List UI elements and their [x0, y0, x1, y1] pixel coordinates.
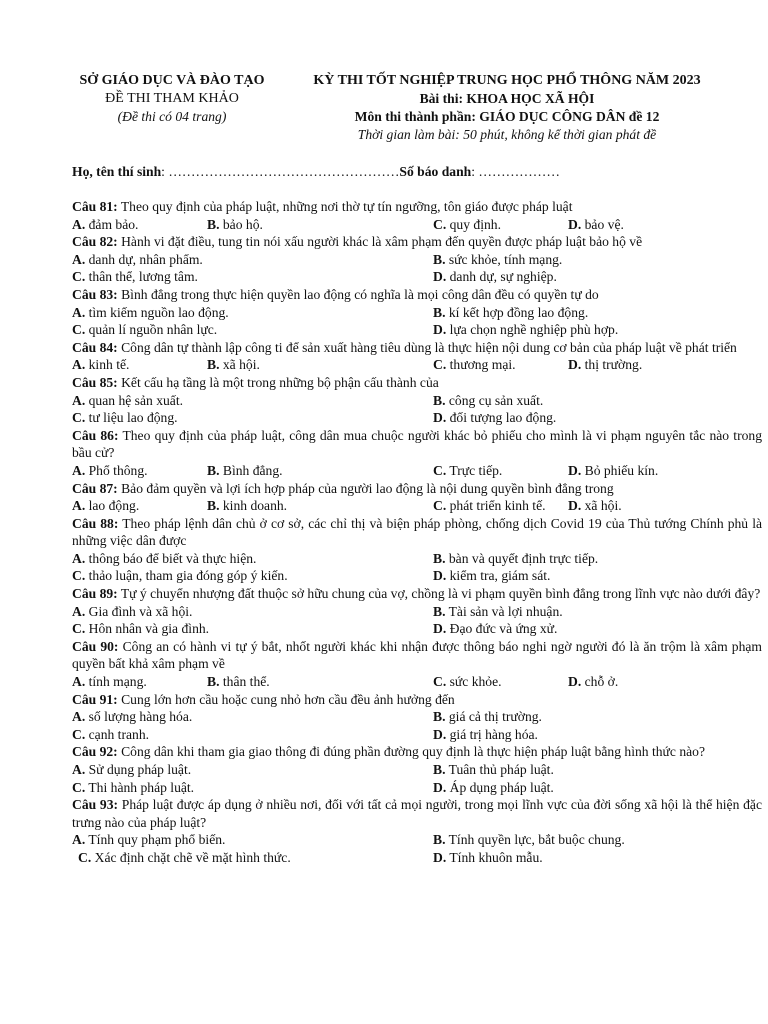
question-stem — [72, 515, 762, 550]
option-key: A. — [72, 498, 86, 514]
option-d[interactable] — [433, 779, 554, 797]
options-row — [72, 726, 762, 744]
option-text: kinh tế. — [88, 357, 130, 373]
question-item — [72, 480, 762, 515]
option-key: B. — [207, 498, 220, 514]
option-d[interactable] — [568, 497, 622, 515]
options-row — [72, 268, 762, 286]
option-text: thân thể, lương tâm. — [88, 269, 198, 285]
question-item — [72, 585, 762, 638]
option-text: Áp dụng pháp luật. — [449, 779, 554, 795]
question-text: Kết cấu hạ tầng là một trong những bộ phận cấu thành của — [121, 374, 439, 390]
candidate-name-dots: : …………………………………………… — [161, 164, 400, 179]
option-key: A. — [72, 762, 86, 777]
option-key: D. — [433, 621, 447, 637]
question-text: Theo quy định của pháp luật, những nơi thờ tự tín ngưỡng, tôn giáo được pháp luật — [120, 199, 573, 214]
option-b[interactable] — [433, 251, 562, 269]
option-a[interactable] — [72, 462, 148, 480]
options-row — [72, 567, 762, 585]
option-text: tìm kiếm nguồn lao động. — [88, 304, 229, 320]
option-a[interactable] — [72, 708, 192, 726]
option-text: thương mại. — [449, 357, 516, 373]
question-stem — [72, 198, 762, 216]
options-row — [72, 779, 762, 797]
option-b[interactable] — [207, 462, 283, 480]
option-key: B. — [433, 304, 446, 320]
option-d[interactable] — [433, 268, 557, 286]
page-count-note: (Đề thi có 04 trang) — [117, 109, 227, 124]
option-key: A. — [72, 832, 86, 848]
option-key: C. — [433, 498, 447, 514]
question-text: Theo pháp lệnh dân chủ ở cơ sở, các chỉ thị và biện pháp phòng, chống dịch Covid 19 của Thủ tướng Chính phủ là những việc dân được — [72, 515, 763, 549]
exam-subject: Bài thi: KHOA HỌC XÃ HỘI — [419, 91, 595, 106]
option-text: xã hội. — [584, 498, 622, 514]
option-a[interactable] — [72, 550, 256, 568]
option-d[interactable] — [433, 567, 550, 585]
option-key: C. — [72, 779, 86, 795]
option-text: Tuân thủ pháp luật. — [448, 762, 554, 777]
option-text: công cụ sản xuất. — [448, 392, 544, 408]
option-key: D. — [433, 568, 447, 584]
option-a[interactable] — [72, 304, 229, 322]
option-b[interactable] — [433, 550, 598, 568]
option-a[interactable] — [72, 831, 225, 849]
option-text: kiểm tra, giám sát. — [449, 568, 551, 584]
option-text: kinh doanh. — [222, 498, 288, 514]
option-b[interactable] — [207, 497, 287, 515]
question-stem — [72, 796, 762, 831]
option-key: D. — [568, 498, 582, 514]
question-stem — [72, 427, 762, 462]
option-c[interactable] — [72, 409, 178, 427]
options-row — [72, 708, 762, 726]
question-text: Pháp luật được áp dụng ở nhiều nơi, đối với tất cả mọi người, trong mọi lĩnh vực của đời sống xã hội là thể hiện đặc trưng nào của pháp luật? — [72, 797, 762, 830]
question-item — [72, 339, 762, 374]
header-right — [292, 72, 722, 144]
option-key: C. — [433, 674, 447, 690]
option-key: B. — [433, 832, 446, 848]
option-key: A. — [72, 251, 86, 267]
question-number: Câu 89: — [72, 586, 118, 602]
option-d[interactable] — [433, 620, 557, 638]
option-key: C. — [72, 621, 86, 637]
question-stem — [72, 480, 762, 498]
option-key: D. — [433, 849, 447, 865]
option-key: A. — [72, 674, 86, 690]
department-name: SỞ GIÁO DỤC VÀ ĐÀO TẠO — [79, 73, 265, 88]
option-key: C. — [72, 322, 86, 338]
question-number: Câu 88: — [72, 515, 119, 531]
options-row — [72, 409, 762, 427]
option-key: A. — [72, 216, 86, 232]
options-row — [72, 849, 762, 867]
question-text: Hành vi đặt điều, tung tin nói xấu người khác là xâm phạm đến quyền được pháp luật bảo hộ về — [121, 234, 643, 250]
option-text: Phổ thông. — [88, 462, 148, 478]
options-row — [72, 761, 762, 779]
question-stem — [72, 374, 762, 392]
option-key: B. — [207, 462, 220, 478]
header-left — [62, 72, 282, 126]
option-key: D. — [568, 216, 582, 232]
question-text: Bình đẳng trong thực hiện quyền lao động có nghĩa là mọi công dân đều có quyền tự do — [121, 286, 599, 302]
options-row — [72, 673, 762, 691]
option-text: Bình đẳng. — [222, 462, 283, 478]
option-c[interactable] — [72, 321, 217, 339]
time-limit: Thời gian làm bài: 50 phút, không kể thời gian phát đề — [357, 127, 657, 142]
question-number: Câu 83: — [72, 286, 118, 302]
option-text: phát triển kinh tế. — [449, 498, 546, 514]
option-key: C. — [72, 568, 86, 584]
option-text: Thi hành pháp luật. — [88, 779, 195, 795]
option-c[interactable] — [72, 779, 194, 797]
options-row — [72, 620, 762, 638]
option-text: quan hệ sản xuất. — [88, 392, 183, 408]
option-key: A. — [72, 462, 86, 478]
option-key: B. — [207, 674, 220, 690]
option-key: C. — [72, 410, 86, 426]
option-text: chỗ ở. — [584, 674, 619, 690]
option-c[interactable] — [72, 268, 198, 286]
option-text: sức khỏe. — [449, 674, 502, 690]
option-d[interactable] — [568, 216, 624, 234]
option-key: C. — [78, 849, 92, 865]
option-text: Tính quy phạm phổ biến. — [88, 832, 226, 848]
option-b[interactable] — [207, 356, 260, 374]
exam-title: KỲ THI TỐT NGHIỆP TRUNG HỌC PHỔ THÔNG NĂM 2023 — [313, 73, 701, 88]
option-text: bảo vệ. — [584, 216, 624, 232]
options-row — [72, 321, 762, 339]
question-item — [72, 796, 762, 866]
exam-type: ĐỀ THI THAM KHẢO — [105, 91, 239, 106]
option-key: C. — [433, 357, 447, 373]
option-key: B. — [433, 762, 446, 777]
option-a[interactable] — [72, 497, 139, 515]
option-text: quy định. — [449, 216, 501, 232]
question-item — [72, 233, 762, 286]
question-number: Câu 92: — [72, 744, 118, 760]
options-row — [72, 304, 762, 322]
option-key: B. — [433, 251, 446, 267]
options-row — [72, 831, 762, 849]
question-number: Câu 84: — [72, 339, 118, 355]
option-text: đối tượng lao động. — [449, 410, 557, 426]
option-text: Xác định chặt chẽ về mặt hình thức. — [94, 849, 291, 865]
question-item — [72, 427, 762, 480]
question-stem — [72, 286, 762, 304]
options-row — [72, 462, 762, 480]
option-key: D. — [433, 779, 447, 795]
option-key: C. — [72, 726, 86, 742]
candidate-name-label: Họ, tên thí sinh — [72, 164, 162, 179]
options-row — [72, 356, 762, 374]
question-stem — [72, 585, 762, 603]
option-a[interactable] — [72, 761, 191, 779]
option-text: Đạo đức và ứng xử. — [449, 621, 558, 637]
question-text: Công dân khi tham gia giao thông đi đúng phần đường quy định là thực hiện pháp luật bằng hình thức nào? — [121, 744, 706, 760]
option-key: C. — [433, 216, 447, 232]
option-c[interactable] — [433, 216, 501, 234]
option-key: A. — [72, 392, 86, 408]
option-b[interactable] — [207, 673, 270, 691]
option-key: A. — [72, 603, 86, 619]
option-text: Trực tiếp. — [449, 462, 503, 478]
option-text: cạnh tranh. — [88, 726, 150, 742]
question-item — [72, 743, 762, 796]
question-text: Tự ý chuyển nhượng đất thuộc sở hữu chung của vợ, chồng là vi phạm quyền bình đẳng trong lĩnh vực nào dưới đây? — [120, 586, 761, 602]
question-item — [72, 638, 762, 691]
question-text: Bảo đảm quyền và lợi ích hợp pháp của người lao động là nội dung quyền bình đẳng trong — [121, 480, 614, 496]
option-c[interactable] — [72, 726, 149, 744]
option-d[interactable] — [433, 409, 556, 427]
question-text: Công an có hành vi tự ý bắt, nhốt người khác khi nhận được thông báo nghi ngờ người đó là ăn trộm là xâm phạm quyền bất khả xâm phạm về — [72, 638, 762, 672]
option-d[interactable] — [433, 321, 618, 339]
question-item — [72, 691, 762, 744]
option-text: thân thể. — [222, 674, 270, 690]
question-stem — [72, 638, 762, 673]
candidate-number-label: Số báo danh — [399, 164, 472, 179]
option-a[interactable] — [72, 673, 147, 691]
question-number: Câu 87: — [72, 480, 118, 496]
option-text: kí kết hợp đồng lao động. — [448, 304, 589, 320]
options-row — [72, 216, 762, 234]
candidate-number-dots: : ……………… — [471, 164, 560, 179]
option-text: tư liệu lao động. — [88, 410, 178, 426]
option-key: B. — [207, 216, 220, 232]
option-c[interactable] — [433, 462, 502, 480]
option-b[interactable] — [433, 304, 588, 322]
option-text: đảm bảo. — [88, 216, 139, 232]
option-d[interactable] — [568, 356, 642, 374]
option-text: thông báo để biết và thực hiện. — [88, 550, 257, 566]
option-b[interactable] — [433, 708, 542, 726]
question-text: Cung lớn hơn cầu hoặc cung nhỏ hơn cầu đều ảnh hưởng đến — [121, 691, 455, 707]
option-key: A. — [72, 304, 86, 320]
options-row — [72, 550, 762, 568]
option-key: D. — [568, 357, 582, 373]
question-item — [72, 515, 762, 585]
option-b[interactable] — [207, 216, 263, 234]
option-text: thị trường. — [584, 357, 643, 373]
question-item — [72, 198, 762, 233]
option-b[interactable] — [433, 761, 554, 779]
question-item — [72, 374, 762, 427]
question-text: Công dân tự thành lập công ti để sản xuất hàng tiêu dùng là thực hiện nội dung cơ bản của pháp luật về phát triển — [121, 339, 737, 355]
option-a[interactable] — [72, 392, 183, 410]
option-a[interactable] — [72, 603, 192, 621]
question-number: Câu 90: — [72, 638, 119, 654]
options-row — [72, 603, 762, 621]
option-text: lao động. — [88, 498, 140, 514]
question-number: Câu 85: — [72, 374, 118, 390]
question-number: Câu 86: — [72, 427, 119, 443]
option-c[interactable] — [433, 356, 516, 374]
option-key: D. — [433, 269, 447, 285]
option-key: A. — [72, 357, 86, 373]
option-text: lựa chọn nghề nghiệp phù hợp. — [449, 322, 619, 338]
option-c[interactable] — [72, 567, 288, 585]
option-key: D. — [568, 462, 582, 478]
option-c[interactable] — [78, 849, 291, 867]
option-key: B. — [433, 392, 446, 408]
option-text: Tính khuôn mẫu. — [449, 849, 543, 865]
option-text: Bỏ phiếu kín. — [584, 462, 659, 478]
option-b[interactable] — [433, 603, 563, 621]
option-d[interactable] — [568, 673, 618, 691]
option-text: Tài sản và lợi nhuận. — [448, 603, 563, 619]
option-a[interactable] — [72, 251, 203, 269]
option-a[interactable] — [72, 216, 138, 234]
option-text: tính mạng. — [88, 674, 147, 690]
question-stem — [72, 743, 762, 761]
options-row — [72, 497, 762, 515]
options-row — [72, 251, 762, 269]
option-text: quản lí nguồn nhân lực. — [88, 322, 218, 338]
question-number: Câu 91: — [72, 691, 118, 707]
option-text: danh dự, nhân phẩm. — [88, 251, 203, 267]
exam-component: Môn thi thành phần: GIÁO DỤC CÔNG DÂN đề 12 — [354, 109, 660, 124]
candidate-info — [72, 163, 732, 181]
option-text: bàn và quyết định trực tiếp. — [448, 550, 599, 566]
option-d[interactable] — [568, 462, 658, 480]
option-d[interactable] — [433, 849, 543, 867]
option-b[interactable] — [433, 831, 625, 849]
option-key: D. — [568, 674, 582, 690]
option-b[interactable] — [433, 392, 543, 410]
option-key: B. — [433, 603, 446, 619]
option-text: Gia đình và xã hội. — [88, 603, 193, 619]
option-text: thảo luận, tham gia đóng góp ý kiến. — [88, 568, 288, 584]
question-number: Câu 82: — [72, 234, 118, 250]
option-key: A. — [72, 709, 86, 725]
options-row — [72, 392, 762, 410]
option-text: Sử dụng pháp luật. — [88, 762, 192, 777]
option-c[interactable] — [72, 620, 209, 638]
option-key: D. — [433, 322, 447, 338]
option-text: số lượng hàng hóa. — [88, 709, 193, 725]
option-key: A. — [72, 550, 86, 566]
question-stem — [72, 339, 762, 357]
option-d[interactable] — [433, 726, 538, 744]
option-key: B. — [433, 709, 446, 725]
question-stem — [72, 691, 762, 709]
option-key: D. — [433, 726, 447, 742]
option-text: giá cả thị trường. — [448, 709, 542, 725]
option-key: B. — [433, 550, 446, 566]
question-list — [72, 198, 762, 867]
question-stem — [72, 233, 762, 251]
option-text: xã hội. — [222, 357, 260, 373]
option-key: C. — [72, 269, 86, 285]
option-text: danh dự, sự nghiệp. — [449, 269, 557, 285]
question-text: Theo quy định của pháp luật, công dân mua chuộc người khác bỏ phiếu cho mình là vi phạm nguyên tắc nào trong bầu cử? — [72, 427, 762, 461]
option-text: sức khỏe, tính mạng. — [448, 251, 563, 267]
question-item — [72, 286, 762, 339]
option-key: B. — [207, 357, 220, 373]
option-text: Hôn nhân và gia đình. — [88, 621, 210, 637]
option-text: giá trị hàng hóa. — [449, 726, 538, 742]
option-a[interactable] — [72, 356, 129, 374]
question-number: Câu 81: — [72, 199, 118, 214]
option-text: bảo hộ. — [222, 216, 263, 232]
option-key: C. — [433, 462, 447, 478]
option-c[interactable] — [433, 497, 546, 515]
question-number: Câu 93: — [72, 797, 119, 813]
option-key: D. — [433, 410, 447, 426]
option-c[interactable] — [433, 673, 502, 691]
option-text: Tính quyền lực, bắt buộc chung. — [448, 832, 625, 848]
